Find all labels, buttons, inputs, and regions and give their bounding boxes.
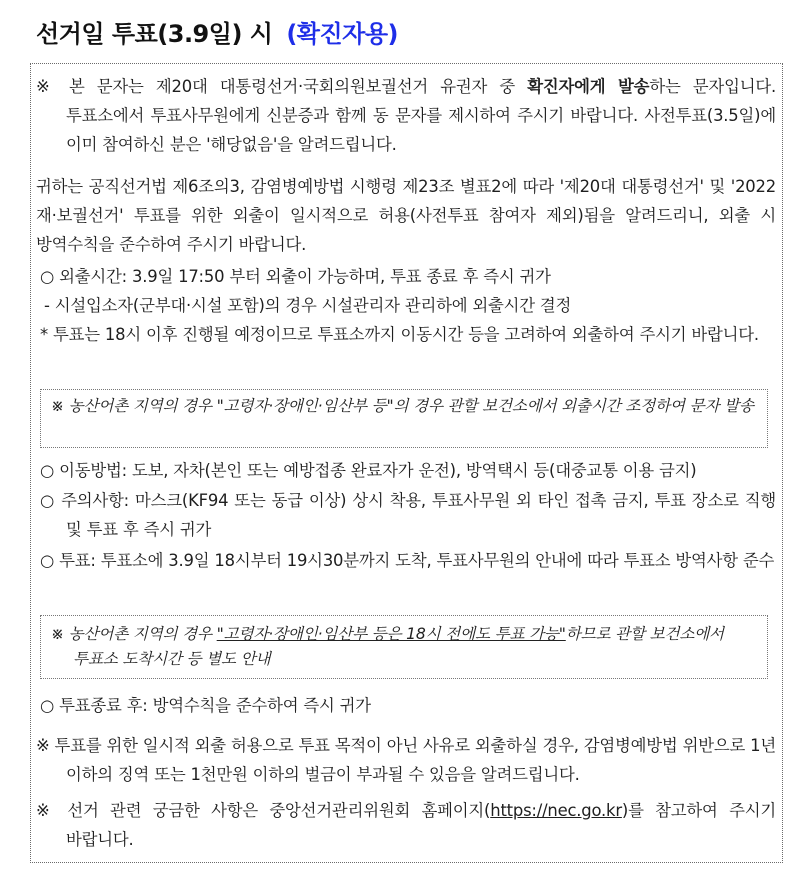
item-after-voting: ○ 투표종료 후: 방역수칙을 준수하여 즉시 귀가 [40,696,371,715]
intro-before: 본 문자는 제20대 대통령선거·국회의원보궐선거 유권자 중 [68,77,528,96]
note-box-2 [40,615,768,679]
note2-prefix: ※ 농산어촌 지역의 경우 [51,625,217,643]
title-main: 선거일 투표(3.9일) 시 [36,20,273,48]
item-star-note: * 투표는 18시 이후 진행될 예정이므로 투표소까지 이동시간 등을 고려하여 외출하여 주시기 바랍니다. [40,325,759,344]
item-facility: - 시설입소자(군부대·시설 포함)의 경우 시설관리자 관리하에 외출시간 결정 [44,296,572,315]
main-paragraph: 귀하는 공직선거법 제6조의3, 감염병예방법 시행령 제23조 별표2에 따라 '제20대 대통령선거' 및 '2022 재·보궐선거' 투표를 위한 외출이 일시적으로 허용(사전투표 참여자 제외)됨을 알려드리니, 외출 시 방역수칙을 준수하여 주시기 바랍니다. [36,177,776,254]
intro-bold: 확진자에게 발송 [527,77,650,96]
note-box-1: ※ 농산어촌 지역의 경우 "고령자·장애인·임산부 등"의 경우 관할 보건소에서 외출시간 조정하여 문자 발송 [40,389,768,448]
contact-notice [36,796,776,854]
intro-after: 하는 문자입니다. 투표소에서 투표사무원에게 신분증과 함께 동 문자를 제시하여 주시기 바랍니다. 사전투표(3.5일)에 이미 참여하신 분은 '해당없음'을 알려드립니다. [66,77,776,154]
nec-link[interactable]: https://nec.go.kr [490,801,622,820]
contact-before: ※ 선거 관련 궁금한 사항은 중앙선거관리위원회 홈페이지( [36,801,491,820]
intro-mark: ※ [36,77,57,96]
item-outing-time: ○ 외출시간: 3.9일 17:50 부터 외출이 가능하며, 투표 종료 후 즉시 귀가 [40,267,551,286]
item-voting: ○ 투표: 투표소에 3.9일 18시부터 19시30분까지 도착, 투표사무원의 안내에 따라 투표소 방역사항 준수 [40,551,775,570]
page-title [36,14,398,49]
contact-after: )를 참고하여 주시기 바랍니다. [66,801,776,849]
note2-underlined: "고령자·장애인·임산부 등은 18시 전에도 투표 가능" [216,625,566,643]
item-caution: ○ 주의사항: 마스크(KF94 또는 동급 이상) 상시 착용, 투표사무원 외 타인 접촉 금지, 투표 장소로 직행 및 투표 후 즉시 귀가 [40,491,776,539]
intro-notice [36,72,776,159]
item-movement: ○ 이동방법: 도보, 자차(본인 또는 예방접종 완료자가 운전), 방역택시 등(대중교통 이용 금지) [40,461,697,480]
note2-suffix: 하므로 관할 보건소에서 투표소 도착시간 등 별도 안내 [73,625,724,668]
title-accent: (확진자용) [286,20,398,48]
warning-notice: ※ 투표를 위한 일시적 외출 허용으로 투표 목적이 아닌 사유로 외출하실 경우, 감염병예방법 위반으로 1년 이하의 징역 또는 1천만원 이하의 벌금이 부과될 수 있음을 알려드립니다. [36,736,776,784]
